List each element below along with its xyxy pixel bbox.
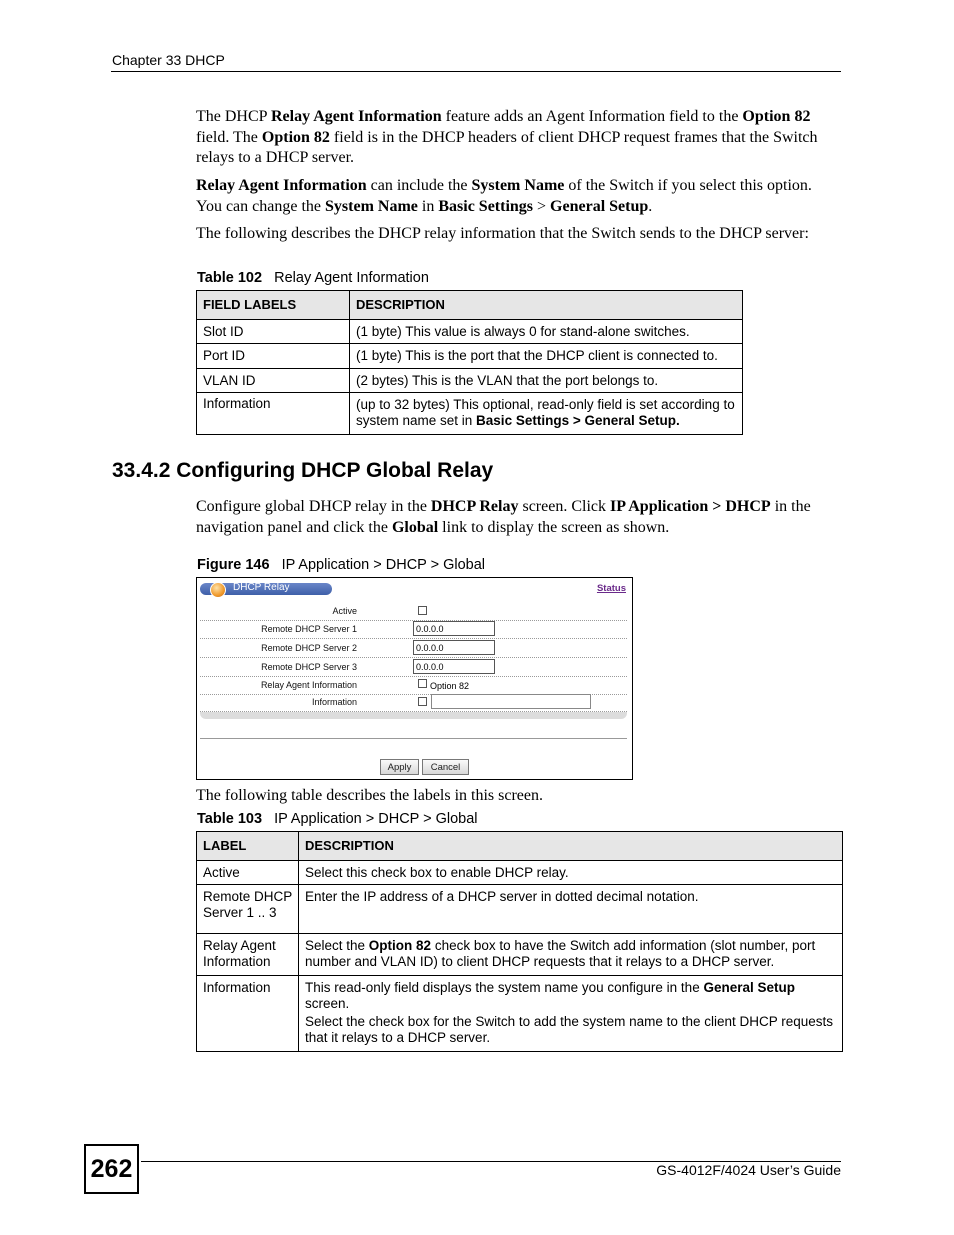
table-102-caption-number: Table 102 — [197, 270, 263, 286]
text-run: of the Switch if you select this option. You can change the — [196, 177, 812, 215]
text-run: (1 byte) This is the port that the DHCP client is connected to. — [356, 348, 718, 363]
description-cell — [299, 976, 843, 1052]
column-header: LABEL — [197, 832, 299, 861]
remote-dhcp-server-2-row — [200, 639, 627, 658]
description-cell — [299, 934, 843, 976]
labels-table — [196, 831, 843, 1052]
field-label-cell: Slot ID — [197, 319, 350, 344]
remote-dhcp-server-3-row — [200, 658, 627, 677]
active-label: Active — [332, 606, 357, 616]
status-link[interactable]: Status — [596, 583, 626, 594]
intro-paragraph-1 — [196, 107, 841, 169]
text-run: field is in the DHCP headers of client DHCP request frames that the Switch relays to a DHCP server. — [196, 128, 818, 166]
remote-dhcp-server-3-input[interactable]: 0.0.0.0 — [413, 659, 495, 674]
panel-separator — [200, 738, 627, 739]
table-header-row — [197, 832, 843, 861]
guide-title: GS-4012F/4024 User’s Guide — [656, 1162, 841, 1178]
option-82-checkbox[interactable] — [418, 679, 427, 688]
column-header: DESCRIPTION — [350, 291, 743, 320]
description-paragraph — [305, 980, 837, 1011]
bold-term: Basic Settings > General Setup. — [476, 412, 680, 428]
relay-agent-information-label: Relay Agent Information — [260, 680, 357, 690]
bold-term: IP Application > DHCP — [610, 498, 771, 515]
dhcp-relay-title: DHCP Relay — [233, 582, 290, 593]
description-cell — [299, 885, 843, 934]
bold-term: DHCP Relay — [430, 498, 519, 515]
text-run: screen. Click — [518, 498, 610, 515]
text-run: feature adds an Agent Information field to the — [441, 108, 743, 125]
text-run: can include the — [366, 177, 472, 194]
label-cell: Remote DHCP Server 1 .. 3 — [197, 885, 299, 934]
bold-term: Global — [391, 518, 439, 536]
figure-146-caption — [197, 557, 485, 573]
table-row — [197, 344, 743, 369]
table-103-caption-number: Table 103 — [197, 811, 263, 827]
text-run: The DHCP — [196, 108, 271, 125]
table-103-caption-text: IP Application > DHCP > Global — [274, 811, 478, 827]
section-paragraph — [196, 497, 841, 538]
description-cell — [299, 860, 843, 885]
field-label-cell: VLAN ID — [197, 368, 350, 393]
header-rule — [111, 71, 841, 72]
figure-caption-number: Figure 146 — [197, 557, 270, 573]
description-paragraph — [305, 1014, 837, 1045]
text-run: Select the — [305, 938, 369, 953]
cancel-button[interactable]: Cancel — [422, 759, 469, 775]
remote-dhcp-server-1-label: Remote DHCP Server 1 — [261, 624, 357, 634]
bold-term: Option 82 — [742, 108, 811, 125]
label-cell: Relay Agent Information — [197, 934, 299, 976]
label-cell: Information — [197, 976, 299, 1052]
text-run: screen. — [305, 995, 350, 1011]
page-number: 262 — [84, 1144, 139, 1194]
description-paragraph — [305, 865, 837, 881]
text-run: (up to 32 bytes) This optional, read-only field is set according to system name set in — [356, 397, 735, 428]
table-row — [197, 934, 843, 976]
text-run: Select this check box to enable DHCP relay. — [305, 864, 569, 880]
dhcp-relay-screenshot — [196, 577, 633, 780]
figure-caption-text: IP Application > DHCP > Global — [281, 557, 486, 573]
bold-term: Relay Agent Information — [270, 108, 442, 125]
description-cell — [350, 319, 743, 344]
text-run: (2 bytes) This is the VLAN that the port belongs to. — [356, 372, 659, 388]
text-run: link to display the screen as shown. — [438, 518, 670, 536]
text-run: in — [417, 197, 439, 215]
bold-term: Option 82 — [368, 938, 432, 953]
text-run: in the navigation panel and click the — [196, 498, 811, 536]
information-input[interactable] — [431, 694, 591, 709]
apply-button[interactable]: Apply — [380, 759, 419, 775]
description-cell — [350, 393, 743, 435]
text-run: check box to have the Switch add information (slot number, port number and VLAN ID) to client DHCP requests that it relays to a DHCP server. — [305, 938, 816, 969]
text-run: Configure global DHCP relay in the — [196, 498, 431, 515]
text-run: Select the check box for the Switch to add the system name to the client DHCP requests that it relays to a DHCP server. — [305, 1014, 834, 1045]
remote-dhcp-server-2-input[interactable]: 0.0.0.0 — [413, 640, 495, 655]
description-paragraph — [305, 938, 837, 969]
bold-term: Option 82 — [261, 128, 330, 146]
bold-term: General Setup — [550, 197, 649, 215]
description-cell — [350, 368, 743, 393]
table-103-caption — [197, 811, 478, 827]
label-cell: Active — [197, 860, 299, 885]
bold-term: General Setup — [703, 980, 795, 995]
bold-term: System Name — [325, 197, 418, 215]
bold-term: Relay Agent Information — [196, 177, 367, 194]
chapter-header: Chapter 33 DHCP — [112, 52, 225, 68]
bold-term: Basic Settings — [438, 197, 534, 215]
description-paragraph — [305, 889, 837, 905]
orb-icon — [210, 582, 226, 598]
panel-bottom-bar — [200, 712, 627, 719]
table-row — [197, 319, 743, 344]
intro-paragraph-3 — [196, 224, 841, 245]
text-run: This read-only field displays the system name you configure in the — [305, 980, 704, 995]
table-row — [197, 860, 843, 885]
table-row — [197, 885, 843, 934]
field-label-cell: Port ID — [197, 344, 350, 369]
remote-dhcp-server-1-input[interactable]: 0.0.0.0 — [413, 621, 495, 636]
description-cell — [350, 344, 743, 369]
column-header: DESCRIPTION — [299, 832, 843, 861]
option-82-label: Option 82 — [430, 681, 470, 691]
information-checkbox[interactable] — [418, 697, 427, 706]
text-run: field. The — [196, 128, 262, 146]
table-102-caption-text: Relay Agent Information — [274, 270, 429, 286]
table-row — [197, 976, 843, 1052]
intro-paragraph-2 — [196, 176, 841, 217]
information-label: Information — [311, 697, 357, 707]
relay-agent-info-table — [196, 290, 743, 435]
active-row — [200, 602, 627, 621]
remote-dhcp-server-1-row — [200, 620, 627, 639]
table-102-caption — [197, 270, 429, 286]
column-header: FIELD LABELS — [197, 291, 350, 320]
table-row — [197, 368, 743, 393]
remote-dhcp-server-2-label: Remote DHCP Server 2 — [261, 643, 357, 653]
text-run: > — [533, 197, 551, 215]
text-run: . — [648, 197, 653, 215]
after-figure-paragraph: The following table describes the labels in this screen. — [196, 787, 544, 804]
active-checkbox[interactable] — [418, 606, 427, 615]
section-title: 33.4.2 Configuring DHCP Global Relay — [112, 459, 494, 482]
table-row — [197, 393, 743, 435]
bold-term: System Name — [471, 177, 565, 194]
remote-dhcp-server-3-label: Remote DHCP Server 3 — [261, 662, 357, 672]
information-row — [200, 693, 627, 712]
text-run: The following describes the DHCP relay information that the Switch sends to the DHCP server: — [196, 225, 809, 242]
table-header-row — [197, 291, 743, 320]
field-label-cell: Information — [197, 393, 350, 435]
text-run: Enter the IP address of a DHCP server in dotted decimal notation. — [305, 889, 699, 904]
text-run: (1 byte) This value is always 0 for stand-alone switches. — [356, 323, 690, 339]
